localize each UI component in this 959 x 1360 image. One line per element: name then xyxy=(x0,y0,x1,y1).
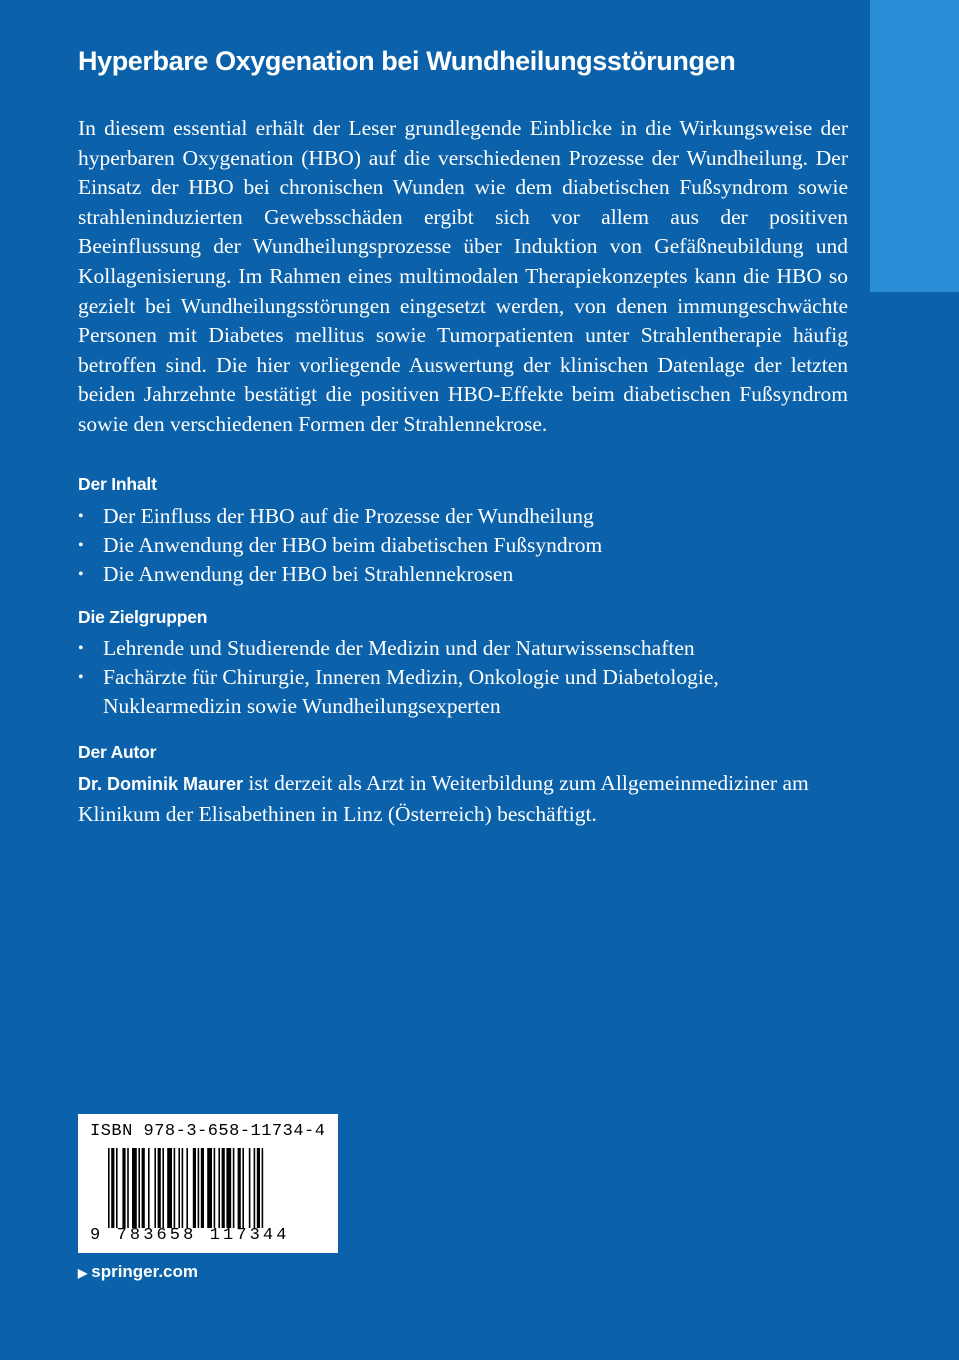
barcode-bar xyxy=(254,1148,256,1228)
barcode-bar xyxy=(193,1148,196,1228)
barcode-bar xyxy=(201,1148,204,1228)
barcode-bar xyxy=(238,1148,241,1228)
barcode-bar xyxy=(242,1148,244,1228)
barcode-bar xyxy=(207,1148,212,1228)
barcode-bar xyxy=(262,1148,264,1228)
barcode-bar xyxy=(108,1148,110,1228)
barcode-bar xyxy=(127,1148,129,1228)
barcode-bar xyxy=(111,1148,114,1228)
barcode-bar xyxy=(154,1148,156,1228)
barcode-bar xyxy=(132,1148,137,1228)
barcode-bar xyxy=(182,1148,184,1228)
springer-link[interactable] xyxy=(78,1262,198,1282)
barcode-bar xyxy=(178,1148,180,1228)
book-description: In diesem essential erhält der Leser grundlegende Einblicke in die Wirkungsweise der hyperbaren Oxygenation (HBO) auf die verschiedenen Prozesse der Wundheilung. Der Einsatz der HBO bei chronischen Wunden wie dem diabetischen Fußsyndrom sowie strahleninduzierten Gewebsschäden ergibt sich vor allem aus der positiven Beeinflussung der Wundheilungsprozesse über Induktion von Gefäßneubildung und Kollagenisierung. Im Rahmen eines multimodalen Therapiekonzeptes kann die HBO so gezielt bei Wundheilungsstörungen eingesetzt werden, von denen immungeschwächte Personen mit Diabetes mellitus sowie Tumorpatienten unter Strahlentherapie häufig betroffen sind. Die hier vorliegende Auswertung der klinischen Datenlage der letzten beiden Jahrzehnte bestätigt die positiven HBO-Effekte beim diabetischen Fußsyndrom sowie den verschiedenen Formen der Strahlennekrose. xyxy=(78,116,848,436)
list-item: • Der Einfluss der HBO auf die Prozesse der Wundheilung xyxy=(78,502,848,531)
barcode-bar xyxy=(214,1148,216,1228)
barcode-icon xyxy=(108,1148,328,1228)
author-bio xyxy=(78,769,848,829)
barcode-bar xyxy=(122,1148,125,1228)
list-item: • Lehrende und Studierende der Medizin und der Naturwissenschaften xyxy=(78,634,848,663)
barcode-bar xyxy=(249,1148,251,1228)
barcode-bar xyxy=(162,1148,164,1228)
inhalt-list xyxy=(78,502,848,589)
barcode-bar xyxy=(226,1148,231,1228)
barcode-bar xyxy=(116,1148,118,1228)
barcode-bar xyxy=(233,1148,235,1228)
barcode-bar xyxy=(198,1148,200,1228)
barcode-bar xyxy=(218,1148,220,1228)
barcode-bar xyxy=(148,1148,150,1228)
barcode-bar xyxy=(186,1148,188,1228)
springer-link-text: springer.com xyxy=(91,1262,198,1281)
barcode-bar xyxy=(158,1148,161,1228)
barcode-bar xyxy=(257,1148,260,1228)
barcode-bar xyxy=(222,1148,225,1228)
accent-strip xyxy=(870,0,959,292)
zielgruppen-list xyxy=(78,634,848,721)
list-item: • Fachärzte für Chirurgie, Inneren Medizin, Onkologie und Diabetologie, Nuklearmedizin sowie Wundheilungsexperten xyxy=(78,663,848,721)
inhalt-heading: Der Inhalt xyxy=(78,474,157,494)
play-arrow-icon: ▶ xyxy=(78,1266,88,1280)
autor-heading: Der Autor xyxy=(78,742,157,762)
author-bio-text: ist derzeit als Arzt in Weiterbildung zum Allgemeinmediziner am Klinikum der Elisabethinen in Linz (Österreich) beschäftigt. xyxy=(78,771,809,826)
barcode-bar xyxy=(174,1148,176,1228)
zielgruppen-heading: Die Zielgruppen xyxy=(78,607,208,627)
author-name: Dr. Dominik Maurer xyxy=(78,774,244,794)
barcode-bar xyxy=(167,1148,172,1228)
barcode-bar xyxy=(142,1148,145,1228)
isbn-label: ISBN 978-3-658-11734-4 xyxy=(90,1122,326,1141)
book-title: Hyperbare Oxygenation bei Wundheilungsstörungen xyxy=(78,46,736,76)
isbn-barcode xyxy=(78,1114,338,1253)
ean-digits: 9 783658 117344 xyxy=(90,1226,290,1245)
list-item: • Die Anwendung der HBO bei Strahlennekrosen xyxy=(78,560,848,589)
barcode-bar xyxy=(138,1148,140,1228)
list-item: • Die Anwendung der HBO beim diabetischen Fußsyndrom xyxy=(78,531,848,560)
